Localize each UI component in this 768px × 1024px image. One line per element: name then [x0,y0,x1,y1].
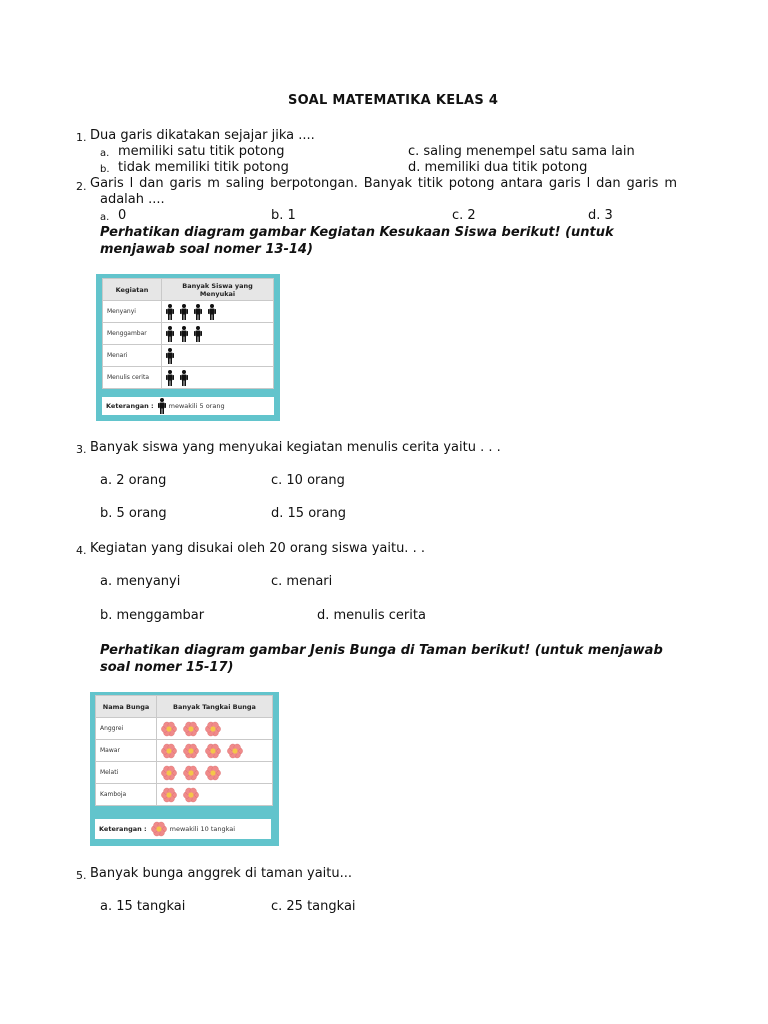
bunga-row-label: Mawar [96,740,157,762]
person-icon [158,398,166,414]
q1-option-d: d. memiliki dua titik potong [408,160,588,175]
q2-a-letter: a. [100,212,110,223]
q1-a-letter: a. [100,148,110,159]
q3-option-a: a. 2 orang [100,473,167,488]
flower-icon [205,765,221,781]
instruction-bunga: Perhatikan diagram gambar Jenis Bunga di Taman berikut! (untuk menjawab soal nomer 15-17) [100,643,663,675]
q2-text-line1: Garis l dan garis m saling berpotongan. Banyak titik potong antara garis l dan garis m [90,176,677,191]
kegiatan-legend-text: mewakili 5 orang [168,402,225,410]
person-icon [180,326,188,342]
bunga-legend [95,819,271,839]
person-icon [166,326,174,342]
person-icon [180,304,188,320]
flower-icon [183,743,199,759]
q5-text: Banyak bunga anggrek di taman yaitu... [90,866,353,881]
person-icon [166,348,174,364]
kegiatan-table [102,278,274,389]
person-icon [194,304,202,320]
kegiatan-header-col1: Kegiatan [103,279,162,301]
q5-option-c: c. 25 tangkai [271,899,356,914]
table-row [96,718,273,740]
bunga-header-col2: Banyak Tangkai Bunga [157,696,273,718]
kegiatan-row-label: Menyanyi [103,301,162,323]
q4-text: Kegiatan yang disukai oleh 20 orang siswa yaitu. . . [90,541,425,556]
kegiatan-row-label: Menari [103,345,162,367]
q4-option-c: c. menari [271,574,333,589]
pictograph-bunga [90,692,279,846]
q4-option-d: d. menulis cerita [317,608,426,623]
flower-icon [227,743,243,759]
bunga-row-icons [157,718,273,740]
q4-option-a: a. menyanyi [100,574,181,589]
q2-option-c: c. 2 [452,208,476,223]
table-row [103,323,274,345]
q1-option-c: c. saling menempel satu sama lain [408,144,635,159]
bunga-row-icons [157,762,273,784]
bunga-row-label: Melati [96,762,157,784]
person-icon [166,370,174,386]
kegiatan-header-col2: Banyak Siswa yang Menyukai [162,279,274,301]
bunga-legend-label: Keterangan : [99,825,147,833]
table-row [103,367,274,389]
flower-icon [161,787,177,803]
flower-icon [151,821,167,837]
kegiatan-row-icons [162,323,274,345]
flower-icon [183,787,199,803]
table-row [96,740,273,762]
person-icon [166,304,174,320]
bunga-row-label: Anggrei [96,718,157,740]
q5-number: 5. [76,869,87,882]
bunga-header-col1: Nama Bunga [96,696,157,718]
q1-option-a: memiliki satu titik potong [118,144,285,159]
q3-option-d: d. 15 orang [271,506,346,521]
kegiatan-legend-label: Keterangan : [106,402,154,410]
person-icon [194,326,202,342]
kegiatan-header-row [103,279,274,301]
kegiatan-row-label: Menulis cerita [103,367,162,389]
bunga-row-label: Kamboja [96,784,157,806]
person-icon [208,304,216,320]
kegiatan-row-icons [162,301,274,323]
q3-text: Banyak siswa yang menyukai kegiatan menulis cerita yaitu . . . [90,440,501,455]
pictograph-kegiatan [96,274,280,421]
q3-option-b: b. 5 orang [100,506,167,521]
flower-icon [183,765,199,781]
q1-option-b: tidak memiliki titik potong [118,160,289,175]
q2-option-b: b. 1 [271,208,296,223]
q3-number: 3. [76,443,87,456]
flower-icon [161,765,177,781]
q4-number: 4. [76,544,87,557]
flower-icon [161,721,177,737]
flower-icon [161,743,177,759]
q1-text: Dua garis dikatakan sejajar jika .... [90,128,315,143]
q4-option-b: b. menggambar [100,608,205,623]
q5-option-a: a. 15 tangkai [100,899,186,914]
table-row [96,784,273,806]
kegiatan-row-icons [162,367,274,389]
table-row [96,762,273,784]
bunga-table [95,695,273,806]
q2-text-line2: adalah .... [100,192,165,207]
kegiatan-row-icons [162,345,274,367]
kegiatan-legend [102,397,274,415]
person-icon [180,370,188,386]
q1-number: 1. [76,131,87,144]
flower-icon [183,721,199,737]
table-row [103,345,274,367]
instruction-kegiatan: Perhatikan diagram gambar Kegiatan Kesukaan Siswa berikut! (untuk menjawab soal nomer 13-14) [100,225,614,257]
q1-b-letter: b. [100,164,110,175]
q3-option-c: c. 10 orang [271,473,345,488]
kegiatan-row-label: Menggambar [103,323,162,345]
flower-icon [205,721,221,737]
bunga-header-row [96,696,273,718]
page-title: SOAL MATEMATIKA KELAS 4 [288,93,499,108]
q2-number: 2. [76,180,87,193]
q2-option-d: d. 3 [588,208,613,223]
q2-option-a: 0 [118,208,127,223]
flower-icon [205,743,221,759]
bunga-row-icons [157,740,273,762]
table-row [103,301,274,323]
bunga-legend-text: mewakili 10 tangkai [169,825,236,833]
bunga-row-icons [157,784,273,806]
